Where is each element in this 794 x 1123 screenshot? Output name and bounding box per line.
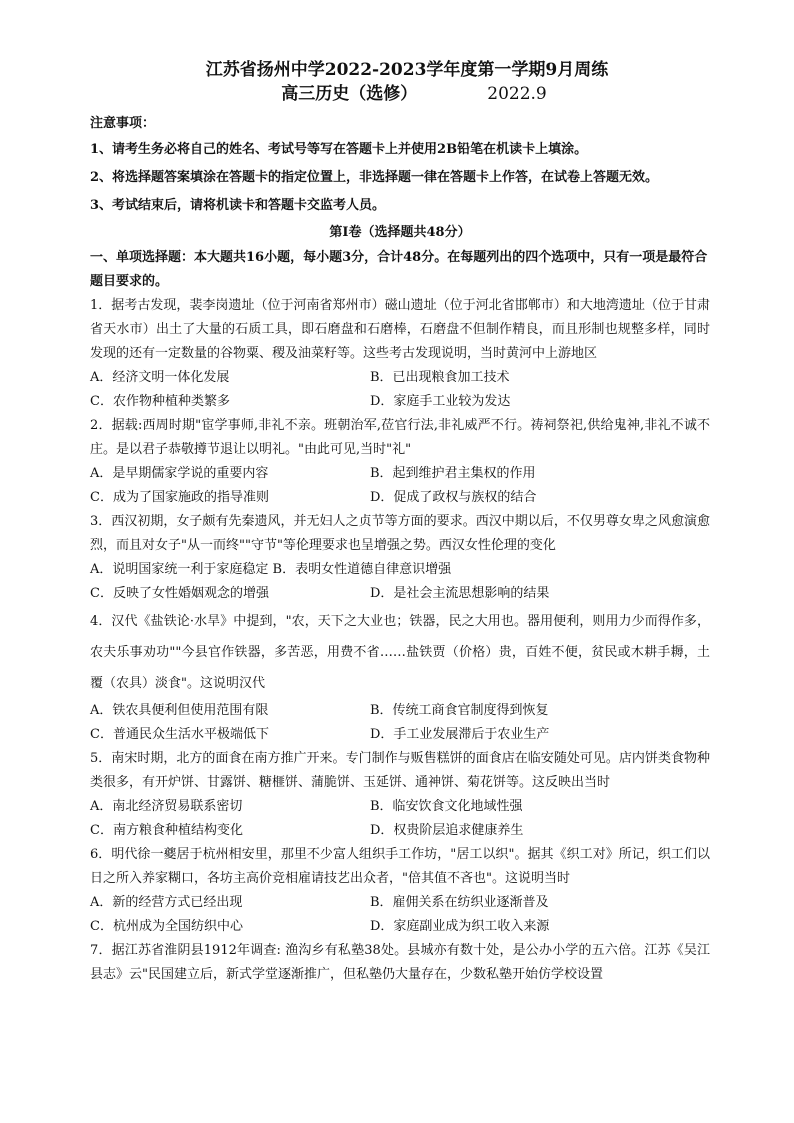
question-stem: 4．汉代《盐铁论·水旱》中提到，"农，天下之大业也；铁器，民之大用也。器用便利，则用力少而得作多，农夫乐事劝功""今县官作铁器，多苦恶，用费不省……盐铁贾（价格）贵，百姓不便，贫民或木耕手耨，土覆（农具）淡食"。这说明汉代 [90, 614, 710, 691]
option: D．是社会主流思想影响的结果 [370, 586, 550, 601]
option: B．雇佣关系在纺织业逐渐普及 [370, 895, 549, 910]
question-options [90, 558, 710, 606]
subject-label: 高三历史（选修） [281, 84, 418, 104]
option: D．促成了政权与族权的结合 [370, 490, 537, 505]
option: B．临安饮食文化地域性强 [370, 799, 523, 814]
option: A．铁农具便利但使用范围有限 [90, 703, 269, 718]
notice-item: 3、考试结束后，请将机读卡和答题卡交监考人员。 [90, 198, 386, 213]
exam-subtitle [118, 82, 710, 106]
question-options [90, 462, 710, 510]
part-title: 第Ⅰ卷（选择题共48分） [329, 225, 471, 240]
exam-title: 江苏省扬州中学2022-2023学年度第一学期9月周练 [205, 60, 609, 80]
question [90, 294, 710, 414]
question-stem: 1．据考古发现，裴李岗遗址（位于河南省郑州市）磁山遗址（位于河北省邯郸市）和大地湾遗址（位于甘肃省天水市）出土了大量的石质工具，即石磨盘和石磨棒，石磨盘不但制作精良，而且形制也规整多样，同时发现的还有一定数量的谷物粟、稷及油菜籽等。这些考古发现说明，当时黄河中上游地区 [90, 298, 710, 361]
option: C．普通民众生活水平极端低下 [90, 727, 269, 742]
question [90, 939, 710, 987]
option: D．手工业发展滞后于农业生产 [370, 727, 550, 742]
section-title: 一、单项选择题：本大题共16小题，每小题3分，合计48分。在每题列出的四个选项中，只有一项是最符合题目要求的。 [90, 250, 708, 289]
option: A．说明国家统一利于家庭稳定 B．表明女性道德自律意识增强 [90, 562, 452, 577]
option: C．反映了女性婚姻观念的增强 [90, 586, 269, 601]
option: B．起到维护君主集权的作用 [370, 466, 536, 481]
question [90, 747, 710, 843]
option: D．家庭手工业较为发达 [370, 394, 511, 409]
question-options [90, 366, 710, 414]
question-options [90, 795, 710, 843]
question-stem: 7．据江苏省淮阴县1912年调查: 渔沟乡有私塾38处。县城亦有数十处，是公办小学的五六倍。江苏《吴江县志》云"民国建立后，新式学堂逐渐推广，但私塾仍大量存在，少数私塾开始仿学校设置 [90, 943, 710, 982]
option: A．经济文明一体化发展 [90, 370, 230, 385]
question [90, 510, 710, 606]
question-options [90, 891, 710, 939]
option: D．权贵阶层追求健康养生 [370, 823, 524, 838]
question [90, 414, 710, 510]
notice-heading: 注意事项： [90, 116, 156, 131]
option: C．杭州成为全国纺织中心 [90, 919, 243, 934]
question-stem: 2．据载:西周时期"宦学事师,非礼不亲。班朝治军,莅官行法,非礼威严不行。祷祠祭祀,供给鬼神,非礼不诚不庄。是以君子恭敬撙节退让以明礼。"由此可见,当时"礼" [90, 418, 710, 457]
option: C．南方粮食种植结构变化 [90, 823, 243, 838]
option: A．南北经济贸易联系密切 [90, 799, 243, 814]
question-stem: 5．南宋时期，北方的面食在南方推广开来。专门制作与贩售糕饼的面食店在临安随处可见。店内饼类食物种类很多，有开炉饼、甘露饼、糖榧饼、蒲脆饼、玉延饼、通神饼、菊花饼等。这反映出当时 [90, 751, 710, 790]
question [90, 843, 710, 939]
option: A．是早期儒家学说的重要内容 [90, 466, 269, 481]
option: C．成为了国家施政的指导准则 [90, 490, 269, 505]
question-options [90, 699, 710, 747]
question-stem: 3．西汉初期，女子颇有先秦遗风，并无妇人之贞节等方面的要求。西汉中期以后，不仅男尊女卑之风愈演愈烈，而且对女子"从一而终""守节"等伦理要求也呈增强之势。西汉女性伦理的变化 [90, 514, 710, 553]
option: D．家庭副业成为织工收入来源 [370, 919, 550, 934]
notice-item: 1、请考生务必将自己的姓名、考试号等写在答题卡上并使用2B铅笔在机读卡上填涂。 [90, 142, 588, 157]
question-stem: 6．明代徐一夔居于杭州相安里，那里不少富人组织手工作坊，"居工以织"。据其《织工对》所记，织工们以日之所入养家糊口，各坊主高价竞相雇请技艺出众者，"倍其值不吝也"。这说明当时 [90, 847, 710, 886]
option: B．已出现粮食加工技术 [370, 370, 510, 385]
question [90, 606, 710, 747]
notice-item: 2、将选择题答案填涂在答题卡的指定位置上，非选择题一律在答题卡上作答，在试卷上答题无效。 [90, 170, 659, 185]
option: C．农作物种植种类繁多 [90, 394, 230, 409]
option: B．传统工商食官制度得到恢复 [370, 703, 549, 718]
option: A．新的经营方式已经出现 [90, 895, 243, 910]
exam-date: 2022.9 [487, 84, 547, 104]
exam-page [90, 58, 710, 987]
